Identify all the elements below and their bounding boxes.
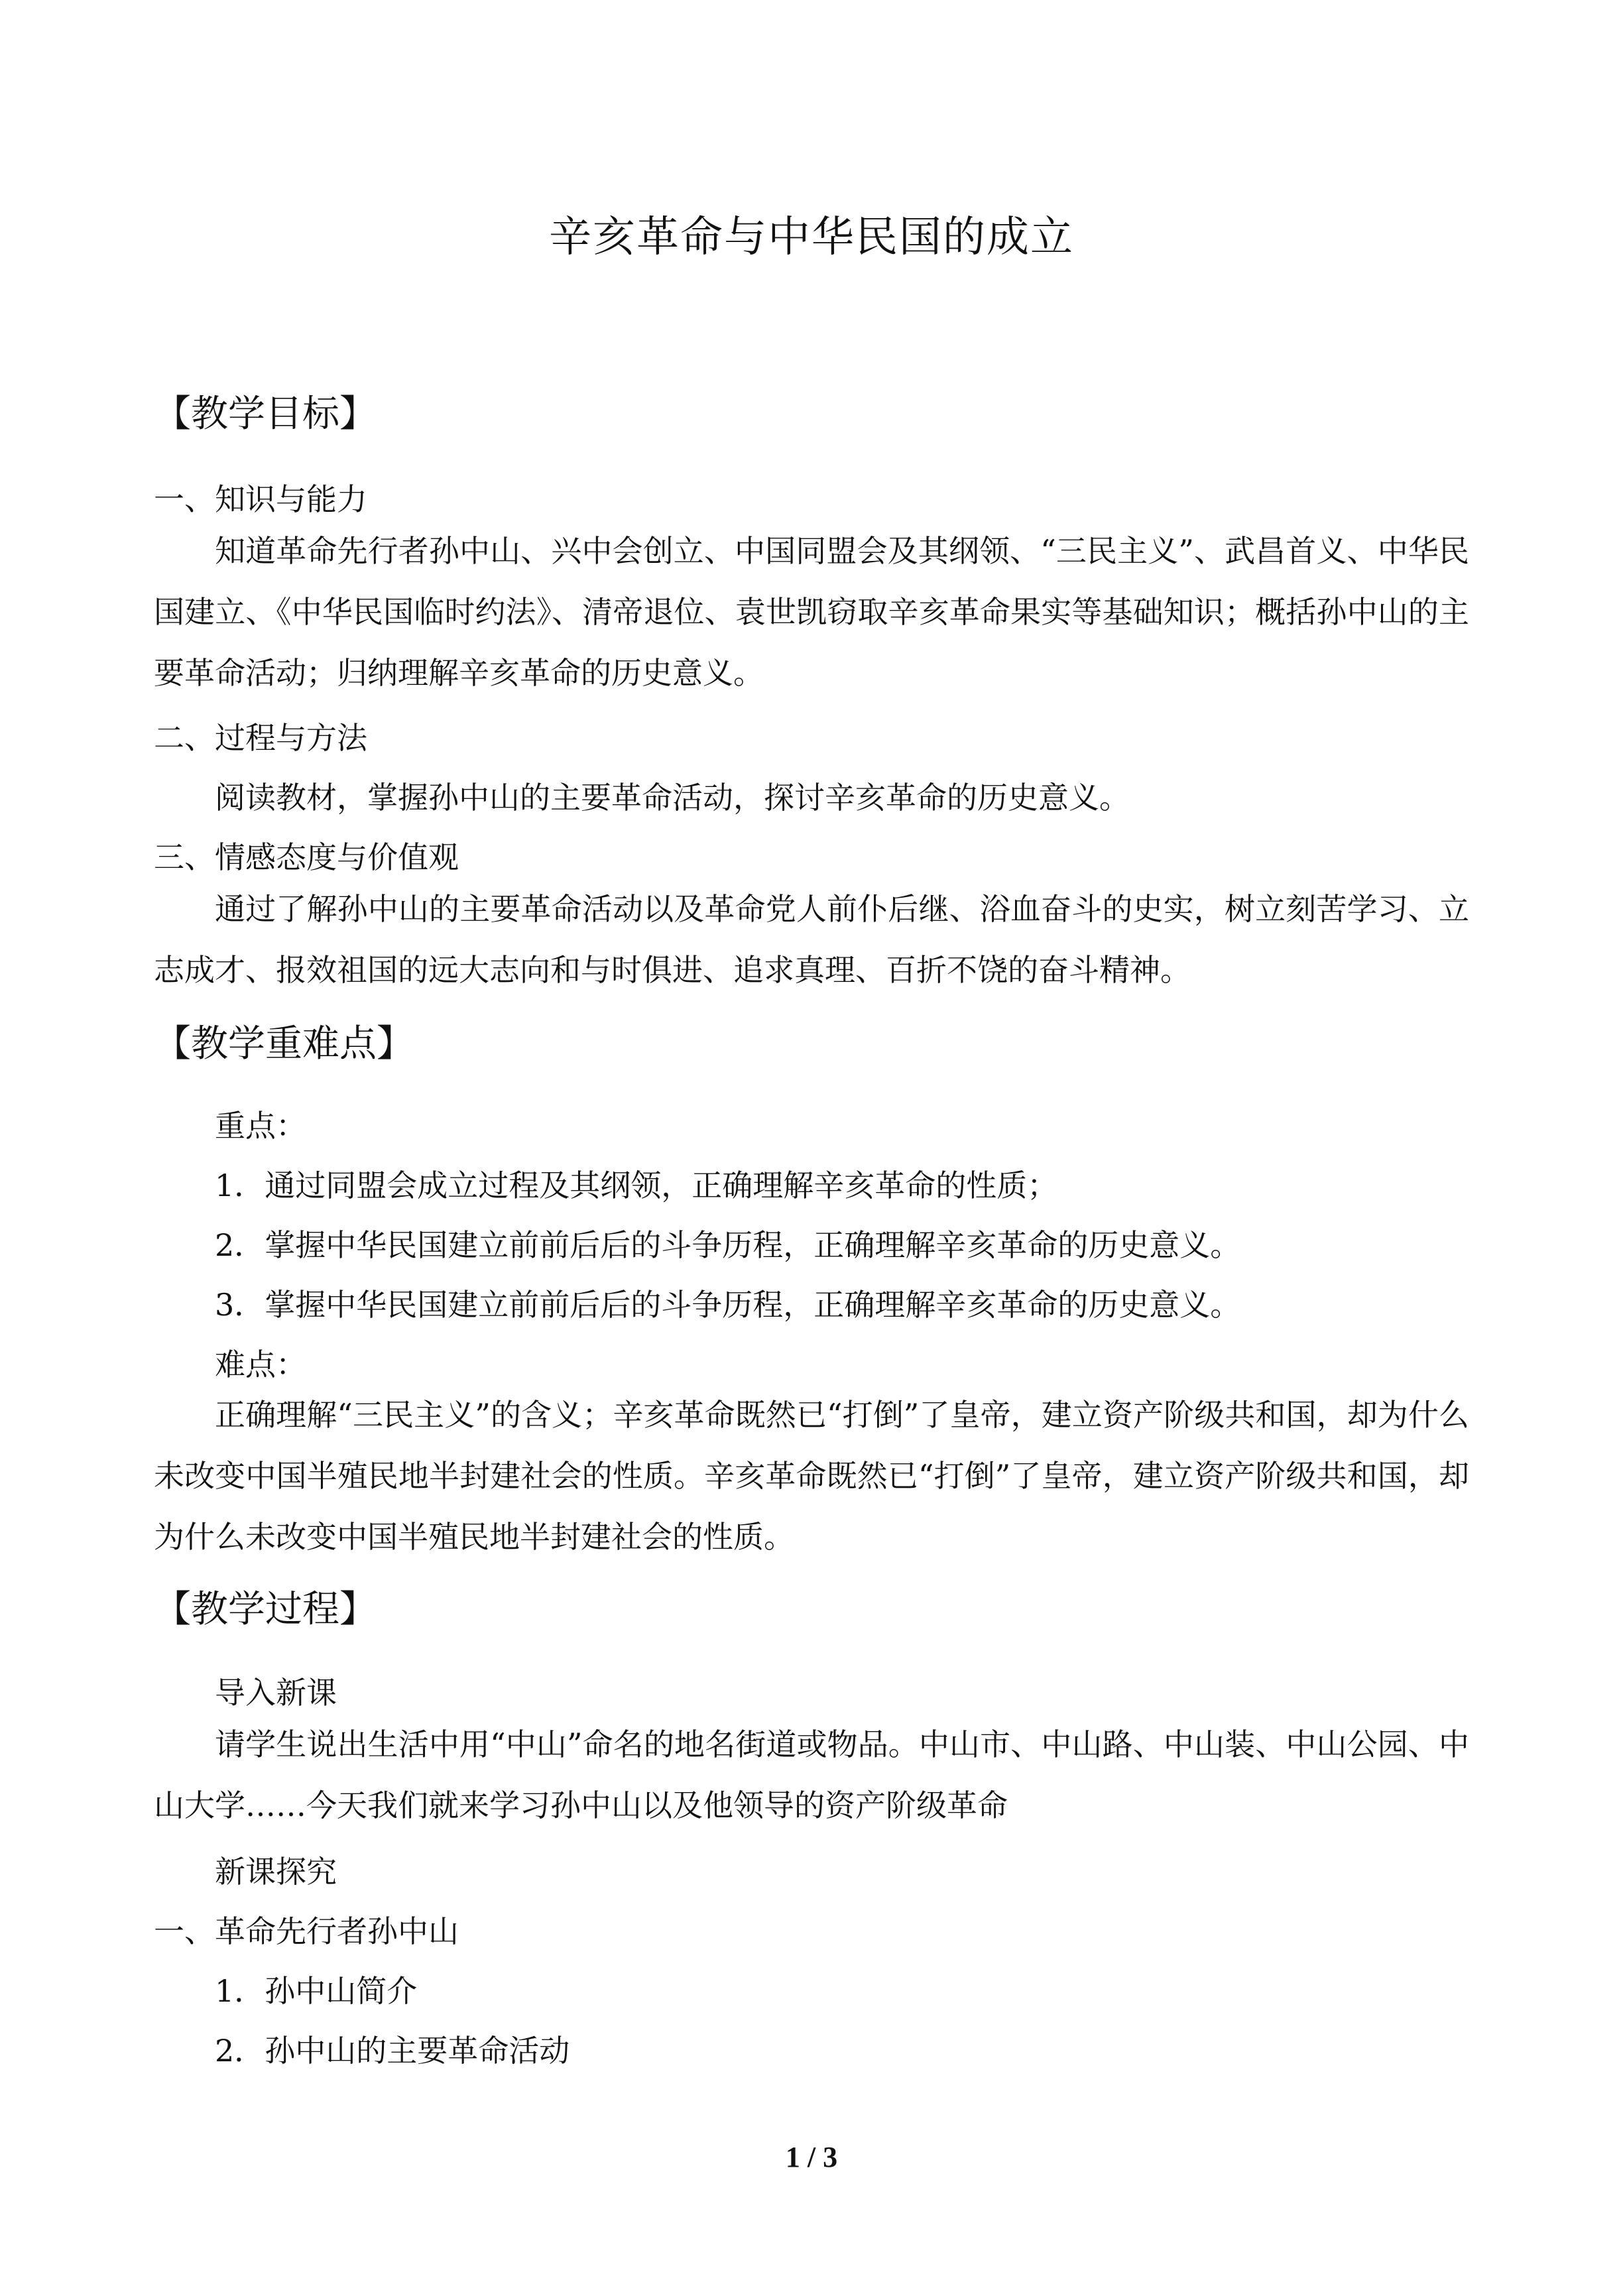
objective-2-heading: 二、过程与方法 xyxy=(154,720,367,756)
difficult-text: 正确理解“三民主义”的含义；辛亥革命既然已“打倒”了皇帝，建立资产阶级共和国，却为什么未改变中国半殖民地半封建社会的性质。辛亥革命既然已“打倒”了皇帝，建立资产阶级共和国，却为什么未改变中国半殖民地半封建社会的性质。 xyxy=(154,1397,1469,1555)
part1-item: 2．孙中山的主要革命活动 xyxy=(215,2033,570,2069)
intro-text: 请学生说出生活中用“中山”命名的地名街道或物品。中山市、中山路、中山装、中山公园、中山大学……今天我们就来学习孙中山以及他领导的资产阶级革命 xyxy=(154,1726,1469,1823)
objective-3-heading: 三、情感态度与价值观 xyxy=(154,839,459,875)
key-item: 2．掌握中华民国建立前前后后的斗争历程，正确理解辛亥革命的历史意义。 xyxy=(215,1227,1241,1263)
objective-3-text: 通过了解孙中山的主要革命活动以及革命党人前仆后继、浴血奋斗的史实，树立刻苦学习、立志成才、报效祖国的远大志向和与时俱进、追求真理、百折不饶的奋斗精神。 xyxy=(154,891,1469,988)
objective-1-text: 知道革命先行者孙中山、兴中会创立、中国同盟会及其纲领、“三民主义”、武昌首义、中华民国建立、《中华民国临时约法》、清帝退位、袁世凯窃取辛亥革命果实等基础知识；概括孙中山的主要革命活动；归纳理解辛亥革命的历史意义。 xyxy=(154,533,1469,691)
key-item: 1．通过同盟会成立过程及其纲领，正确理解辛亥革命的性质； xyxy=(215,1168,1058,1203)
key-item: 3．掌握中华民国建立前前后后的斗争历程，正确理解辛亥革命的历史意义。 xyxy=(215,1287,1241,1323)
document-title: 辛亥革命与中华民国的成立 xyxy=(549,213,1074,262)
key-label: 重点： xyxy=(215,1108,306,1144)
objective-1-heading: 一、知识与能力 xyxy=(154,481,367,517)
explore-label: 新课探究 xyxy=(215,1854,337,1890)
part1-item: 1．孙中山简介 xyxy=(215,1973,418,2009)
objectives-heading: 【教学目标】 xyxy=(154,393,377,436)
part1-heading: 一、革命先行者孙中山 xyxy=(154,1913,459,1949)
difficult-label: 难点： xyxy=(215,1347,306,1382)
objective-2-text: 阅读教材，掌握孙中山的主要革命活动，探讨辛亥革命的历史意义。 xyxy=(215,780,1130,816)
page-number: 1 / 3 xyxy=(785,2141,838,2173)
intro-label: 导入新课 xyxy=(215,1675,337,1711)
process-heading: 【教学过程】 xyxy=(154,1588,377,1631)
keypoints-heading: 【教学重难点】 xyxy=(154,1022,414,1065)
